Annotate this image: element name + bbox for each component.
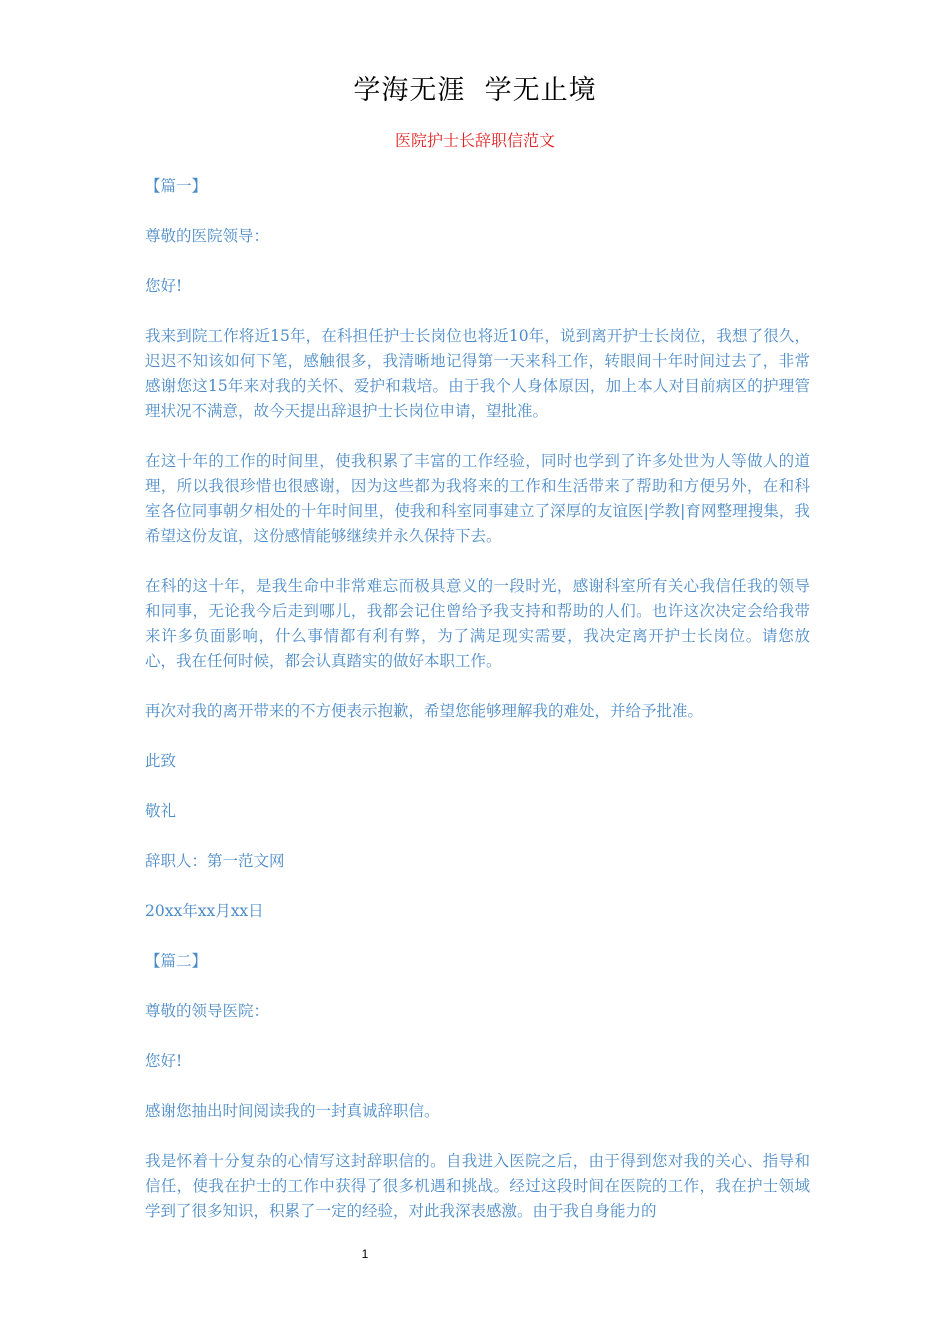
date-line: 20xx年xx月xx日: [145, 902, 264, 920]
section-heading-2: 【篇二】: [145, 952, 208, 970]
body-paragraph: 在科的这十年，是我生命中非常难忘而极具意义的一段时光，感谢科室所有关心我信任我的领导和同事，无论我今后走到哪儿，我都会记住曾给予我支持和帮助的人们。也许这次决定会给我带来许多负面影响，什么事情都有利有弊，为了满足现实需要，我决定离开护士长岗位。请您放心，我在任何时候，都会认真踏实的做好本职工作。: [145, 577, 810, 670]
document-title: 医院护士长辞职信范文: [394, 131, 555, 150]
page-number: 1: [361, 1247, 369, 1261]
salutation: 尊敬的医院领导：: [145, 227, 270, 245]
body-paragraph: 我是怀着十分复杂的心情写这封辞职信的。自我进入医院之后，由于得到您对我的关心、指导和信任，使我在护士的工作中获得了很多机遇和挑战。经过这段时间在医院的工作，我在护士领域学到了很多知识，积累了一定的经验，对此我深表感激。由于我自身能力的: [145, 1152, 810, 1220]
signature-line: 辞职人：第一范文网: [145, 852, 285, 870]
greeting: 您好!: [145, 277, 183, 295]
greeting: 您好!: [145, 1052, 183, 1070]
page-header-title: 学海无涯 学无止境: [353, 75, 597, 106]
document-body: [145, 174, 810, 1249]
section-heading-1: 【篇一】: [145, 177, 208, 195]
salutation: 尊敬的领导医院：: [145, 1002, 270, 1020]
closing-line: 此致: [145, 752, 177, 770]
body-paragraph: 再次对我的离开带来的不方便表示抱歉，希望您能够理解我的难处，并给予批准。: [145, 702, 704, 720]
body-paragraph: 在这十年的工作的时间里，使我积累了丰富的工作经验，同时也学到了许多处世为人等做人的道理，所以我很珍惜也很感谢，因为这些都为我将来的工作和生活带来了帮助和方便另外，在和科室各位同事朝夕相处的十年时间里，使我和科室同事建立了深厚的友谊医|学教|育网整理搜集，我希望这份友谊，这份感情能够继续并永久保持下去。: [145, 452, 810, 545]
body-paragraph: 感谢您抽出时间阅读我的一封真诚辞职信。: [145, 1102, 440, 1120]
closing-regards: 敬礼: [145, 802, 177, 820]
body-paragraph: 我来到院工作将近15年，在科担任护士长岗位也将近10年，说到离开护士长岗位，我想了很久，迟迟不知该如何下笔，感触很多，我清晰地记得第一天来科工作，转眼间十年时间过去了，非常感谢您这15年来对我的关怀、爱护和栽培。由于我个人身体原因，加上本人对目前病区的护理管理状况不满意，故今天提出辞退护士长岗位申请，望批准。: [145, 327, 810, 420]
